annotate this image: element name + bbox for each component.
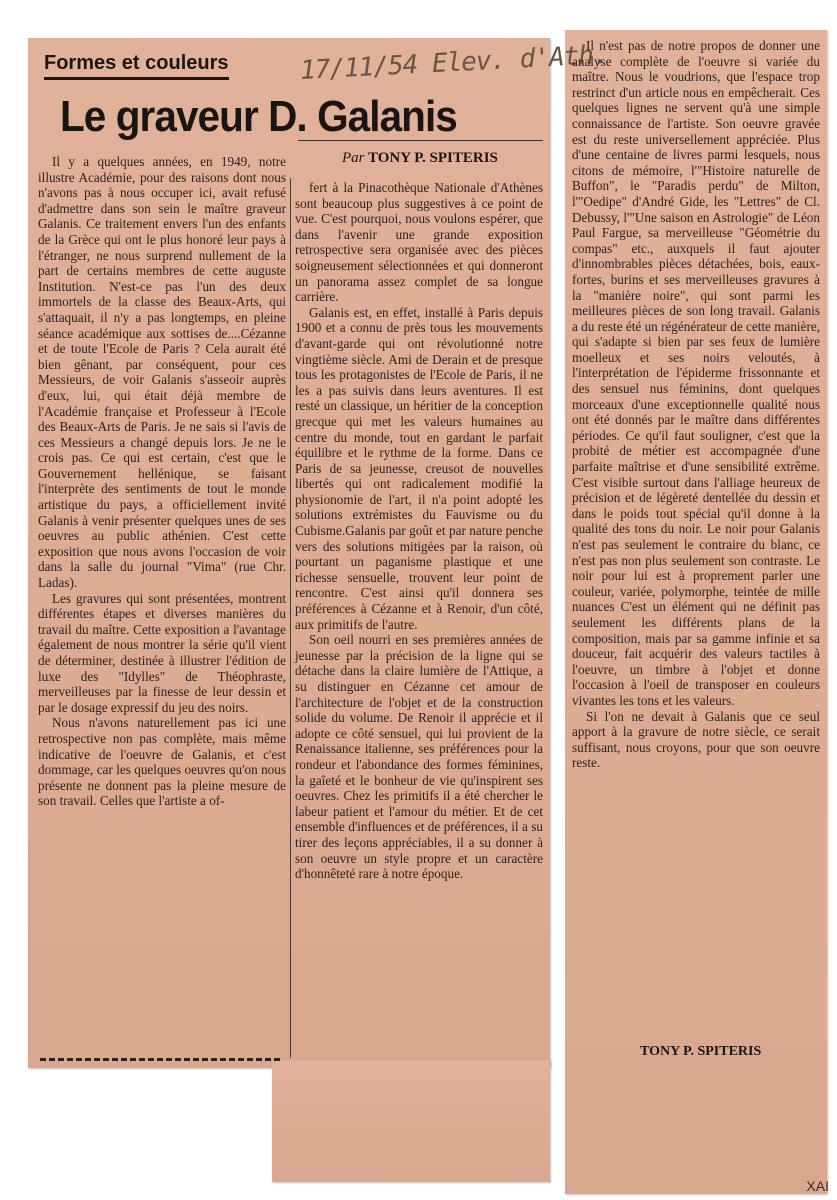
paragraph: Nous n'avons naturellement pas ici une retrospective non pas complète, mais même indicative de l'oeuvre de Galanis, et c'est dommage, car les quelques oeuvres qu'on nous présente ne donnent pas la pleine mesure de son travail. Celles que l'artiste a of- bbox=[38, 715, 286, 809]
article-column-3 bbox=[572, 38, 820, 1078]
paragraph: fert à la Pinacothèque Nationale d'Athènes sont beaucoup plus suggestives à ce point de vue. C'est pourquoi, nous voulons espérer, que dans l'avenir une grande exposition retrospective sera organisée avec des pièces soigneusement sélectionnées et qui donneront un panorama assez complet de sa longue carrière. bbox=[295, 180, 543, 305]
article-column-2 bbox=[295, 180, 543, 1170]
paragraph: Il n'est pas de notre propos de donner une analyse complète de l'oeuvre si variée du maître. Nous le voudrions, que l'espace trop restrinct d'un article nous en empêcherait. Ces quelques lignes ne servent qu'à une simple connaissance de l'artiste. Son oeuvre gravée est du reste universellement appréciée. Plus d'une centaine de livres parmi lesquels, nous citons de mémoire, l'"Histoire naturelle de Buffon", le "Paradis perdu" de Milton, l'"Oedipe" d'André Gide, les "Lettres" de Cl. Debussy, l'"Une saison en Astrologie" de Léon Paul Fargue, sa merveilleuse "Géométrie du compas" etc., auxquels il faut ajouter d'innombrables pièces détachées, bois, eaux-fortes, burins et ses merveilleuses gravures à la "manière noire", qui sont parmi les meilleures pièces de son long travail. Galanis a du reste été un régénérateur de cette manière, qui s'adapte si bien par ses feux de lumière moelleux et ses noirs veloutés, à l'interprétation de l'épiderme frissonnante et des sensuel nus féminins, dont quelques morceaux d'une exceptionnelle qualité nous ont été donnés par le maître dans différentes périodes. Ce qu'il faut souligner, c'est que la probité de métier est accompagnée d'une parfaite maîtrise et d'une sensibilité extrême. C'est visible surtout dans l'alliage heureux de précision et de légèreté dentellée du dessin et dans le poids tout spécial qu'il donne à la qualité des tons du noir. Le noir pour Galanis n'est pas seulement le contraire du blanc, ce n'est pas non plus seulement son contraste. Le noir pour lui est à proprement parler une couleur, variée, polymorphe, teintée de mille nuances C'est un élément qui ne définit pas seulement les différents plans de la composition, mais par sa gamme infinie et sa douceur, fait acquérir des valeurs tactiles à l'oeuvre, un timbre à l'objet et donne l'occasion à l'oeil de transposer en couleurs vivantes les tons et les valeurs. bbox=[572, 38, 820, 708]
byline-rule bbox=[298, 140, 543, 141]
paragraph: Son oeil nourri en ses premières années de jeunesse par la précision de la ligne qui se détache dans la claire lumière de l'Attique, a su distinguer en Cézanne cet amour de l'architecture de l'objet et de la construction solide du volume. De Renoir il apprécie et il adopte ce côté sensuel, qui lui provient de la Renaissance italienne, ses préférences pour la rondeur et l'abondance des formes féminines, la gaîeté et le bonheur de vie qu'inspirent ses oeuvres. Chez les primitifs il a été chercher le labeur patient et l'amour du métier. Et de cet ensemble d'influences et de préférences, il a su tirer des leçons appréciables, il a su donner à son oeuvre un style propre et un caractère d'honnêteté rare à notre époque. bbox=[295, 632, 543, 882]
article-column-1 bbox=[38, 154, 286, 1054]
byline bbox=[342, 150, 498, 167]
byline-author: TONY P. SPITERIS bbox=[367, 150, 498, 166]
corner-mark: XAI bbox=[806, 1178, 829, 1194]
dashed-divider bbox=[40, 1058, 280, 1061]
paragraph: Les gravures qui sont présentées, montrent différentes étapes et diverses manières du travail du maître. Cette exposition a l'avantage également de nous montrer la série qu'il vient de déterminer, destinée à illustrer l'édition de luxe des "Idylles" de Théophraste, merveilleuses par la finesse de leur dessin et par le dosage expressif du jeu des noirs. bbox=[38, 590, 286, 715]
column-separator bbox=[290, 178, 291, 1058]
byline-prefix: Par bbox=[342, 150, 365, 166]
handwritten-date-note: 17/11/54 Elev. d'Ath. bbox=[299, 39, 609, 87]
signature: TONY P. SPITERIS bbox=[640, 1044, 762, 1059]
paragraph: Si l'on ne devait à Galanis que ce seul apport à la gravure de notre siècle, ce serait suffisant, nous croyons, pour que son oeuvre reste. bbox=[572, 708, 820, 771]
article-headline: Le graveur D. Galanis bbox=[60, 92, 457, 141]
section-label: Formes et couleurs bbox=[44, 52, 229, 80]
paragraph: Galanis est, en effet, installé à Paris depuis 1900 et a connu de près tous les mouvements d'avant-garde qui ont révolutionné notre vingtième siècle. Ami de Derain et de presque tous les protagonistes de l'Ecole de Paris, il ne les a pas suivis dans leurs aventures. Il est resté un classique, un héritier de la conception grecque qui met les valeurs humaines au centre du monde, tout en gardant le parfait équilibre et le rythme de la forme. Dans ce Paris de sa jeunesse, creusot de nouvelles libertés qui ont radicalement modifié la physionomie de l'art, il n'a point adopté les solutions extrémistes du Fauvisme ou du Cubisme.Galanis par goût et par nature penche vers des solutions mitigées par la raison, où pourtant un paganisme plastique et une richesse sensuelle, trouvent leur point de rencontre. C'est ainsi qu'il donnera ses préférences à Cézanne et à Renoir, d'un côté, aux primitifs de l'autre. bbox=[295, 304, 543, 632]
paragraph: Il y a quelques années, en 1949, notre illustre Académie, pour des raisons dont nous n'avons pas à nous occuper ici, avait refusé d'admettre dans son sein le maître graveur Galanis. Ce traitement envers l'un des enfants de la Grèce qui ont le plus honoré leur pays à l'étranger, ne nous surprend nullement de la part de certains membres de cette auguste Institution. N'est-ce pas l'un des deux immortels de la classe des Beaux-Arts, qui s'attaquait, il n'y a pas longtemps, en pleine séance académique aux sottises de....Cézanne et de toute l'Ecole de Paris ? Cela aurait été bien gênant, par conséquent, pour ces Messieurs, de voir Galanis s'asseoir auprès d'eux, lui, qui était déjà membre de l'Académie française et Professeur à l'Ecole des Beaux-Arts de Paris. Je ne sais si l'avis de ces Messieurs a changé depuis lors. Je ne le crois pas. Ce qui est certain, c'est que le Gouvernement hellénique, se faisant l'interprète des sentiments de tout le monde artistique du pays, a officiellement invité Galanis à venir présenter quelques unes de ses oeuvres au public athénien. C'est cette exposition que nous avons l'occasion de voir dans la salle du journal "Vima" (rue Chr. Ladas). bbox=[38, 154, 286, 591]
